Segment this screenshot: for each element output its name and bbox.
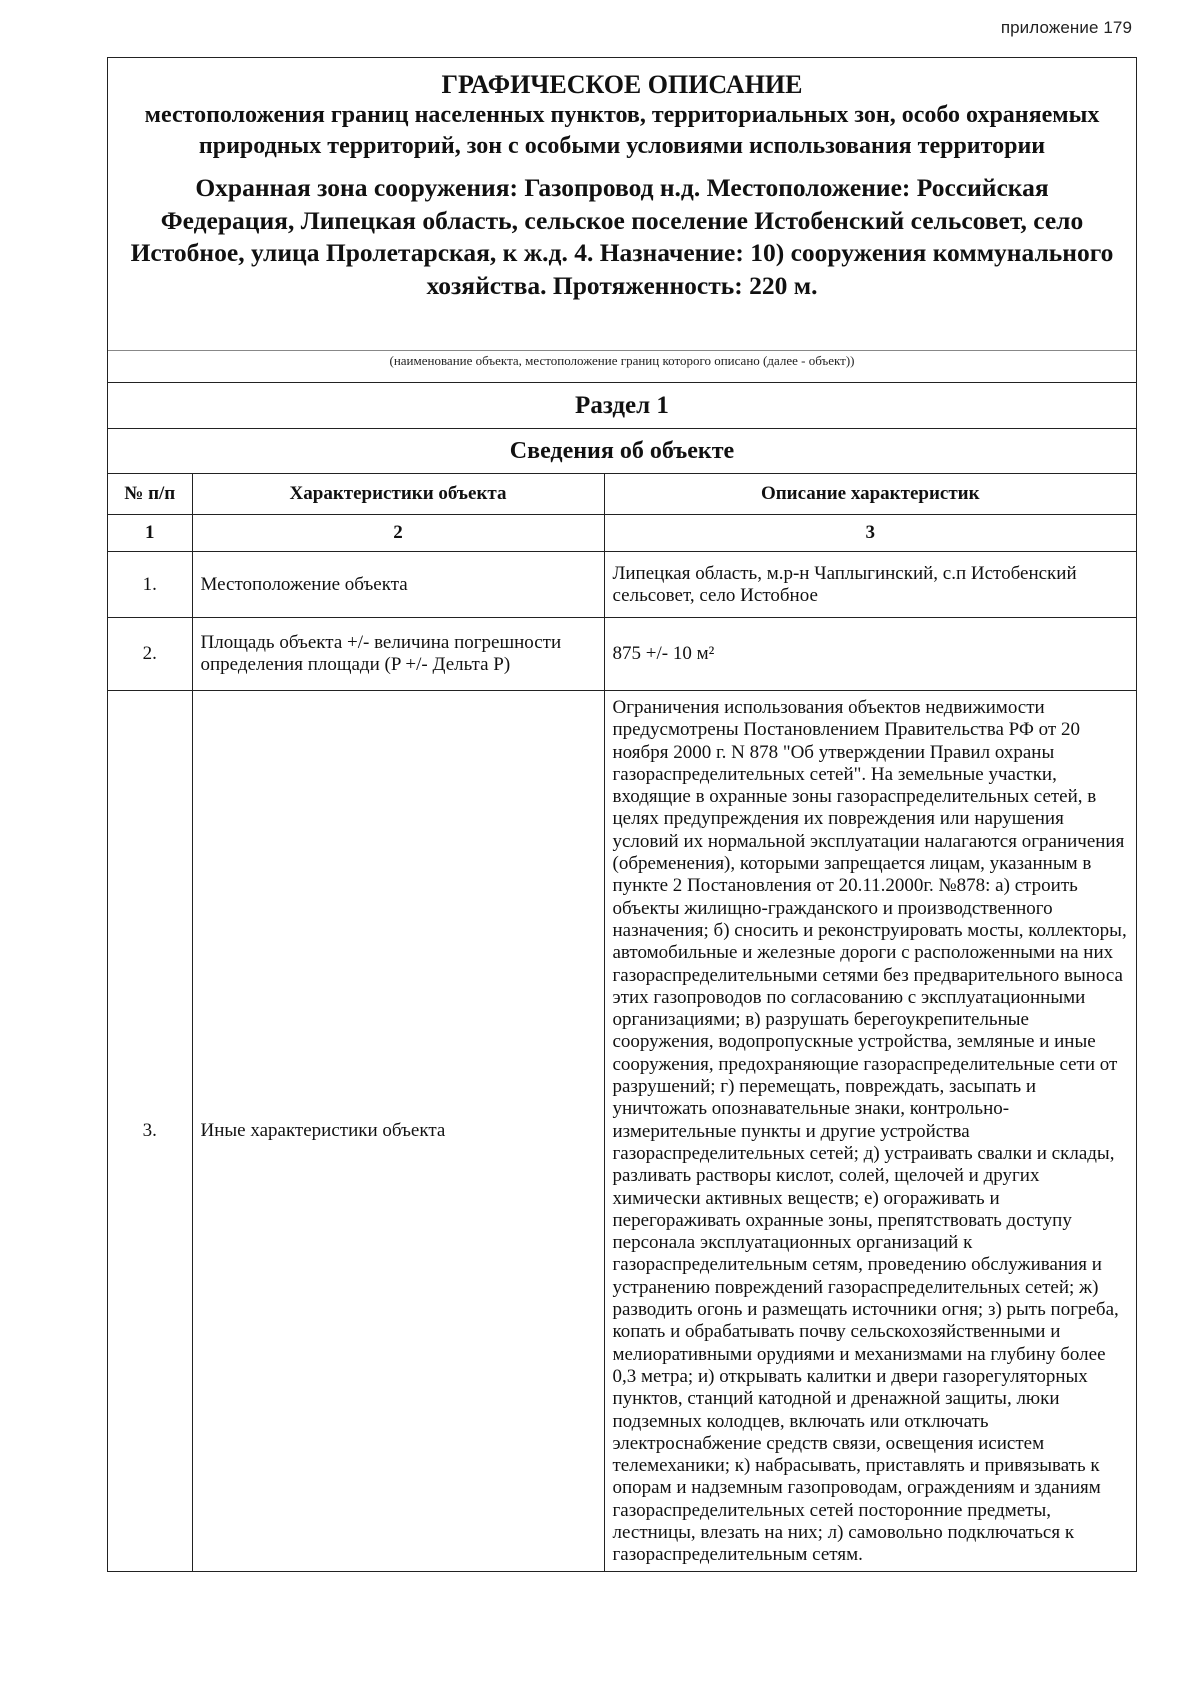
document-frame (107, 57, 1137, 1572)
row-description: Ограничения использования объектов недвижимости предусмотрены Постановлением Правительства РФ от 20 ноября 2000 г. N 878 "Об утверждении Правил охраны газораспределительных сетей". На земельные участки, входящие в охранные зоны газораспределительных сетей, в целях предупреждения их повреждения или нарушения условий их нормальной эксплуатации налагаются ограничения (обременения), которыми запрещается лицам, указанным в пункте 2 Постановления от 20.11.2000г. №878: а) строить объекты жилищно-гражданского и производственного назначения; б) сносить и реконструировать мосты, коллекторы, автомобильные и железные дороги с расположенными на них газораспределительными сетями без предварительного выноса этих газопроводов по согласованию с эксплуатационными организациями; в) разрушать берегоукрепительные сооружения, водопропускные устройства, земляные и иные сооружения, предохраняющие газораспределительные сети от разрушений; г) перемещать, повреждать, засыпать и уничтожать опознавательные знаки, контрольно-измерительные пункты и другие устройства газораспределительных сетей; д) устраивать свалки и склады, разливать растворы кислот, солей, щелочей и других химически активных веществ; е) огораживать и перегораживать охранные зоны, препятствовать доступу персонала эксплуатационных организаций к газораспределительным сетям, проведению обслуживания и устранению повреждений газораспределительных сетей; ж) разводить огонь и размещать источники огня; з) рыть погреба, копать и обрабатывать почву сельскохозяйственными и мелиоративными орудиями и механизмами на глубину более 0,3 метра; и) открывать калитки и двери газорегуляторных пунктов, станций катодной и дренажной защиты, люки подземных колодцев, включать или отключать электроснабжение средств связи, освещения исистем телемеханики; к) набрасывать, приставлять и привязывать к опорам и надземным газопроводам, ограждениям и зданиям газораспределительных сетей посторонние предметы, лестницы, влезать на них; л) самовольно подключаться к газораспределительным сетям. (604, 691, 1136, 1571)
object-name: Охранная зона сооружения: Газопровод н.д. Местоположение: Российская Федерация, Липецкая область, сельское поселение Истобенский сельсовет, село Истобное, улица Пролетарская, к ж.д. 4. Назначение: 10) сооружения коммунального хозяйства. Протяженность: 220 м. (130, 173, 1114, 300)
appendix-label: приложение 179 (1000, 18, 1132, 37)
header-characteristic: Характеристики объекта (192, 474, 604, 515)
header-description: Описание характеристик (604, 474, 1136, 515)
header-num: № п/п (108, 474, 192, 515)
table-row (108, 618, 1136, 691)
document-header (108, 70, 1136, 350)
object-caption: (наименование объекта, местоположение границ которого описано (далее - объект)) (389, 353, 855, 368)
object-info-table (108, 473, 1136, 1571)
row-number: 2. (108, 618, 192, 691)
row-characteristic: Иные характеристики объекта (192, 691, 604, 1571)
table-row (108, 691, 1136, 1571)
column-number: 1 (108, 515, 192, 552)
column-number-row (108, 515, 1136, 552)
document-title: ГРАФИЧЕСКОЕ ОПИСАНИЕ (441, 70, 803, 99)
row-characteristic: Площадь объекта +/- величина погрешности определения площади (P +/- Дельта P) (192, 618, 604, 691)
table-row (108, 552, 1136, 618)
row-characteristic: Местоположение объекта (192, 552, 604, 618)
section-label: Раздел 1 (108, 382, 1136, 428)
document-subtitle: местоположения границ населенных пунктов, территориальных зон, особо охраняемых природных территорий, зон с особыми условиями использования территории (144, 102, 1100, 159)
caption-divider (108, 350, 1136, 351)
column-number: 2 (192, 515, 604, 552)
row-number: 1. (108, 552, 192, 618)
section-title: Сведения об объекте (108, 428, 1136, 473)
row-description: Липецкая область, м.р-н Чаплыгинский, с.п Истобенский сельсовет, село Истобное (604, 552, 1136, 618)
column-number: 3 (604, 515, 1136, 552)
table-header-row (108, 474, 1136, 515)
row-description: 875 +/- 10 м² (604, 618, 1136, 691)
row-number: 3. (108, 691, 192, 1571)
